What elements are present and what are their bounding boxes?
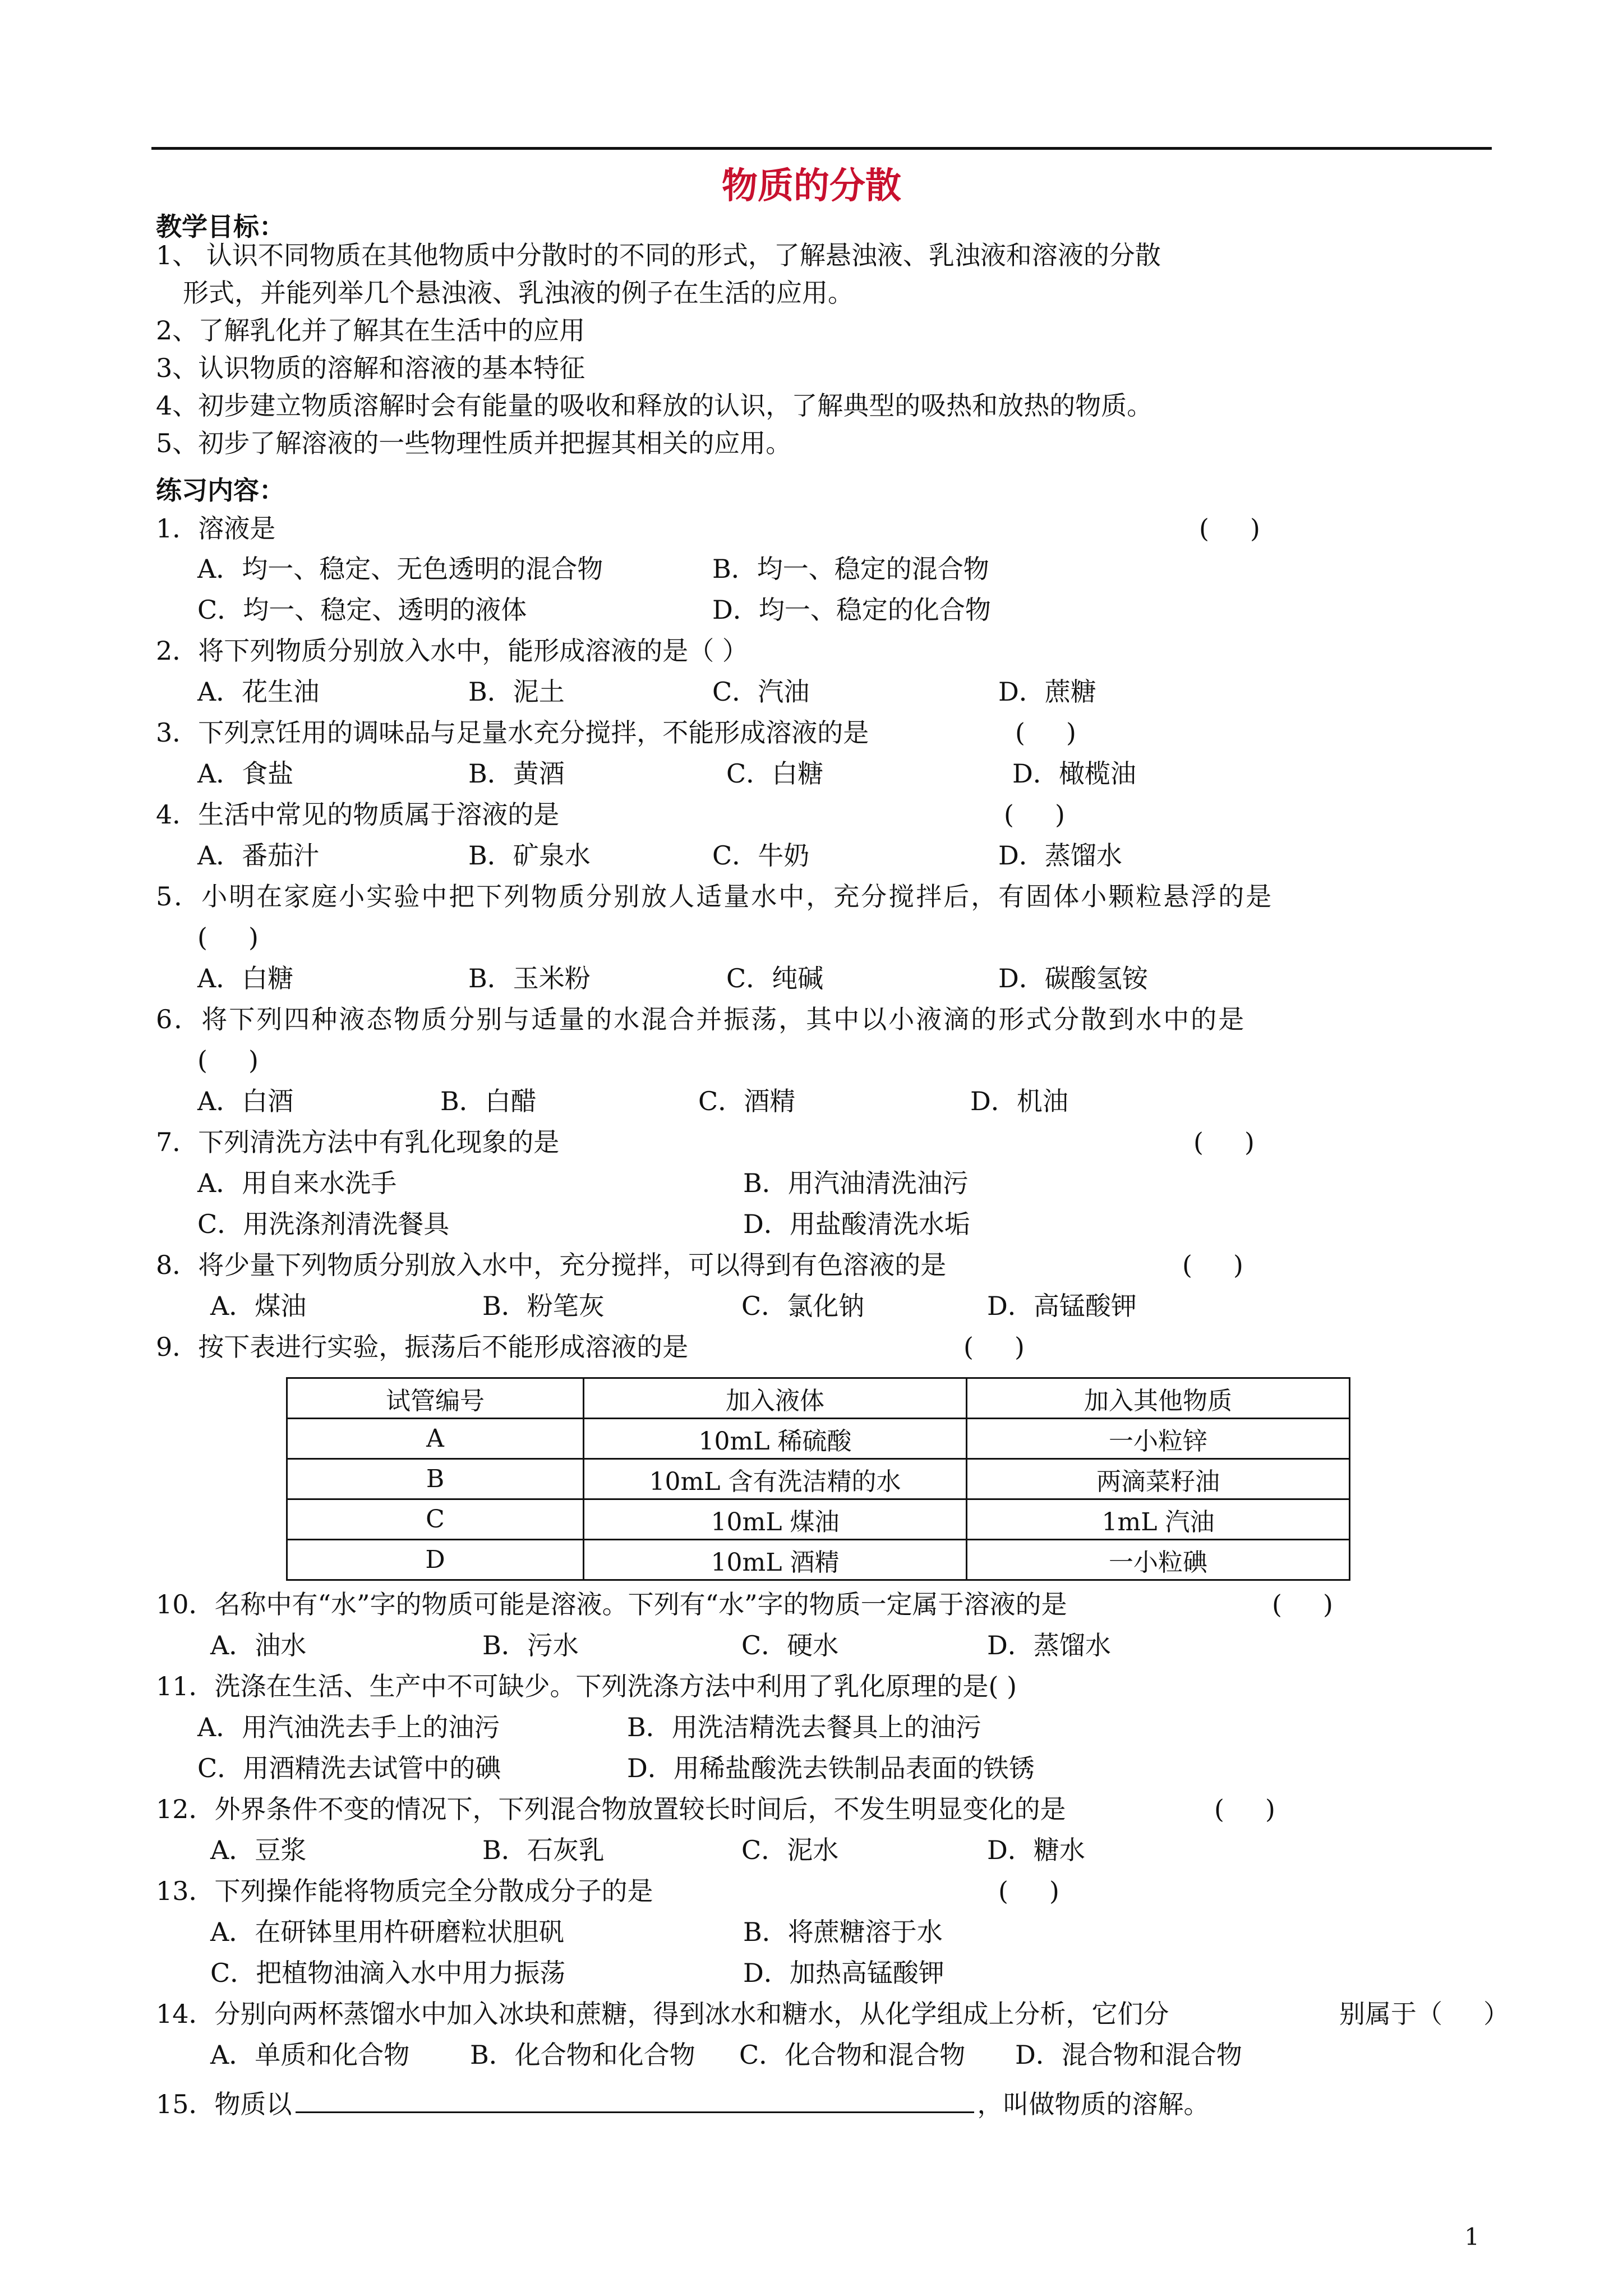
question-stem: 12．外界条件不变的情况下，下列混合物放置较长时间后，不发生明显变化的是	[156, 1794, 1066, 1824]
experiment-table	[286, 1377, 1350, 1581]
answer-paren: ( )	[963, 1332, 1025, 1362]
option: A．花生油	[197, 677, 320, 707]
option: C．把植物油滴入水中用力振荡	[210, 1958, 566, 1988]
objective-line: 5、初步了解溶液的一些物理性质并把握其相关的应用。	[156, 428, 792, 458]
answer-paren: ( )	[1193, 1127, 1255, 1157]
table-cell: 两滴菜籽油	[967, 1459, 1350, 1499]
answer-paren: ( )	[197, 1045, 259, 1075]
option: A．白糖	[197, 963, 294, 993]
option: A．食盐	[197, 758, 294, 789]
option: C．化合物和混合物	[739, 2040, 966, 2070]
option: B．均一、稳定的混合物	[712, 554, 989, 584]
answer-paren: 别属于（ ）	[1339, 1999, 1510, 2029]
table-cell: 一小粒碘	[967, 1540, 1350, 1580]
table-cell: B	[287, 1459, 584, 1499]
objective-line: 3、认识物质的溶解和溶液的基本特征	[156, 353, 585, 383]
option: A．油水	[210, 1630, 307, 1660]
option: A．用汽油洗去手上的油污	[197, 1712, 500, 1742]
question-text: ，叫做物质的溶解。	[977, 2089, 1210, 2119]
objective-line: 4、初步建立物质溶解时会有能量的吸收和释放的认识，了解典型的吸热和放热的物质。	[156, 390, 1153, 421]
table-header: 加入液体	[584, 1378, 967, 1419]
option: C．硬水	[741, 1630, 839, 1660]
page-number: 1	[1464, 2223, 1479, 2251]
fill-blank[interactable]	[296, 2087, 974, 2113]
question-stem: 4．生活中常见的物质属于溶液的是	[156, 799, 560, 830]
practice-heading: 练习内容：	[156, 475, 285, 505]
question-stem: 8．将少量下列物质分别放入水中，充分搅拌，可以得到有色溶液的是	[156, 1250, 947, 1280]
table-cell: D	[287, 1540, 584, 1580]
option: A．豆浆	[210, 1835, 307, 1865]
option: C．泥水	[741, 1835, 839, 1865]
option: B．将蔗糖溶于水	[743, 1917, 943, 1947]
option: A．番茄汁	[197, 840, 320, 871]
option: D．高锰酸钾	[987, 1291, 1137, 1321]
option: D．碳酸氢铵	[998, 963, 1148, 993]
table-cell: 10mL 酒精	[584, 1540, 967, 1580]
answer-paren: ( )	[197, 922, 259, 953]
option: C．酒精	[698, 1086, 796, 1116]
option: D．混合物和混合物	[1015, 2040, 1242, 2070]
option: B．用洗洁精洗去餐具上的油污	[627, 1712, 981, 1742]
table-row	[287, 1419, 1350, 1459]
option: B．矿泉水	[468, 840, 591, 871]
question-stem: 9．按下表进行实验，振荡后不能形成溶液的是	[156, 1332, 689, 1362]
question-stem: 10．名称中有“水”字的物质可能是溶液。下列有“水”字的物质一定属于溶液的是	[156, 1589, 1067, 1619]
option: D．糖水	[987, 1835, 1085, 1865]
option: C．牛奶	[712, 840, 810, 871]
option: D．蒸馏水	[998, 840, 1122, 871]
table-row	[287, 1499, 1350, 1540]
answer-paren: ( )	[1015, 717, 1077, 748]
option: C．用酒精洗去试管中的碘	[197, 1753, 501, 1783]
question-stem: 3．下列烹饪用的调味品与足量水充分搅拌，不能形成溶液的是	[156, 717, 869, 748]
option: B．黄酒	[468, 758, 565, 789]
option: B．污水	[482, 1630, 579, 1660]
question-stem: 5．小明在家庭小实验中把下列物质分别放人适量水中，充分搅拌后，有固体小颗粒悬浮的是	[156, 881, 1274, 912]
question-text: 15．物质以	[156, 2089, 292, 2119]
option: D．蔗糖	[998, 677, 1096, 707]
option: B．白醋	[440, 1086, 537, 1116]
option: A．用自来水洗手	[197, 1168, 397, 1198]
answer-paren: ( )	[1182, 1250, 1244, 1280]
table-cell: 10mL 含有洗洁精的水	[584, 1459, 967, 1499]
question-stem: 2．将下列物质分别放入水中，能形成溶液的是（ ）	[156, 636, 748, 666]
question-stem	[156, 2087, 1210, 2121]
page-title: 物质的分散	[722, 165, 901, 207]
table-header: 加入其他物质	[967, 1378, 1350, 1419]
option: D．加热高锰酸钾	[743, 1958, 944, 1988]
option: B．石灰乳	[482, 1835, 605, 1865]
objective-line: 形式，并能列举几个悬浊液、乳浊液的例子在生活的应用。	[183, 278, 854, 308]
answer-paren: ( )	[1199, 513, 1261, 544]
table-cell: 10mL 煤油	[584, 1499, 967, 1540]
option: B．泥土	[468, 677, 565, 707]
option: D．蒸馏水	[987, 1630, 1111, 1660]
answer-paren: ( )	[998, 1876, 1060, 1906]
question-stem: 6．将下列四种液态物质分别与适量的水混合并振荡，其中以小液滴的形式分散到水中的是	[156, 1004, 1246, 1034]
option: A．白酒	[197, 1086, 294, 1116]
option: D．均一、稳定的化合物	[712, 595, 991, 625]
option: B．化合物和化合物	[470, 2040, 695, 2070]
question-stem: 11．洗涤在生活、生产中不可缺少。下列洗涤方法中利用了乳化原理的是( )	[156, 1671, 1017, 1701]
option: C．纯碱	[726, 963, 824, 993]
table-cell: A	[287, 1419, 584, 1459]
table-cell: 一小粒锌	[967, 1419, 1350, 1459]
question-stem: 7．下列清洗方法中有乳化现象的是	[156, 1127, 560, 1157]
objective-line: 1、 认识不同物质在其他物质中分散时的不同的形式，了解悬浊液、乳浊液和溶液的分散	[156, 240, 1161, 270]
table-header: 试管编号	[287, 1378, 584, 1419]
option: C．用洗涤剂清洗餐具	[197, 1209, 450, 1239]
option: D．用盐酸清洗水垢	[743, 1209, 970, 1239]
option: A．煤油	[210, 1291, 307, 1321]
option: D．用稀盐酸洗去铁制品表面的铁锈	[627, 1753, 1035, 1783]
option: B．粉笔灰	[482, 1291, 605, 1321]
option: B．玉米粉	[468, 963, 591, 993]
option: D．橄榄油	[1012, 758, 1136, 789]
option: C．汽油	[712, 677, 810, 707]
option: A．单质和化合物	[210, 2040, 410, 2070]
option: C．均一、稳定、透明的液体	[197, 595, 527, 625]
table-header-row	[287, 1378, 1350, 1419]
option: D．机油	[970, 1086, 1068, 1116]
option: C．白糖	[726, 758, 824, 789]
option: A．在研钵里用杵研磨粒状胆矾	[210, 1917, 565, 1947]
question-stem: 13．下列操作能将物质完全分散成分子的是	[156, 1876, 653, 1906]
objectives-heading: 教学目标：	[156, 211, 285, 242]
table-row	[287, 1540, 1350, 1580]
header-rule	[151, 147, 1492, 150]
answer-paren: ( )	[1214, 1794, 1276, 1824]
option: B．用汽油清洗油污	[743, 1168, 969, 1198]
question-stem: 1．溶液是	[156, 513, 276, 544]
table-cell: C	[287, 1499, 584, 1540]
table-cell: 10mL 稀硫酸	[584, 1419, 967, 1459]
table-row	[287, 1459, 1350, 1499]
objective-line: 2、了解乳化并了解其在生活中的应用	[156, 315, 585, 346]
option: C．氯化钠	[741, 1291, 865, 1321]
question-stem: 14．分别向两杯蒸馏水中加入冰块和蔗糖，得到冰水和糖水，从化学组成上分析，它们分	[156, 1999, 1169, 2029]
answer-paren: ( )	[1272, 1589, 1334, 1619]
option: A．均一、稳定、无色透明的混合物	[197, 554, 603, 584]
answer-paren: ( )	[1004, 799, 1066, 830]
table-cell: 1mL 汽油	[967, 1499, 1350, 1540]
